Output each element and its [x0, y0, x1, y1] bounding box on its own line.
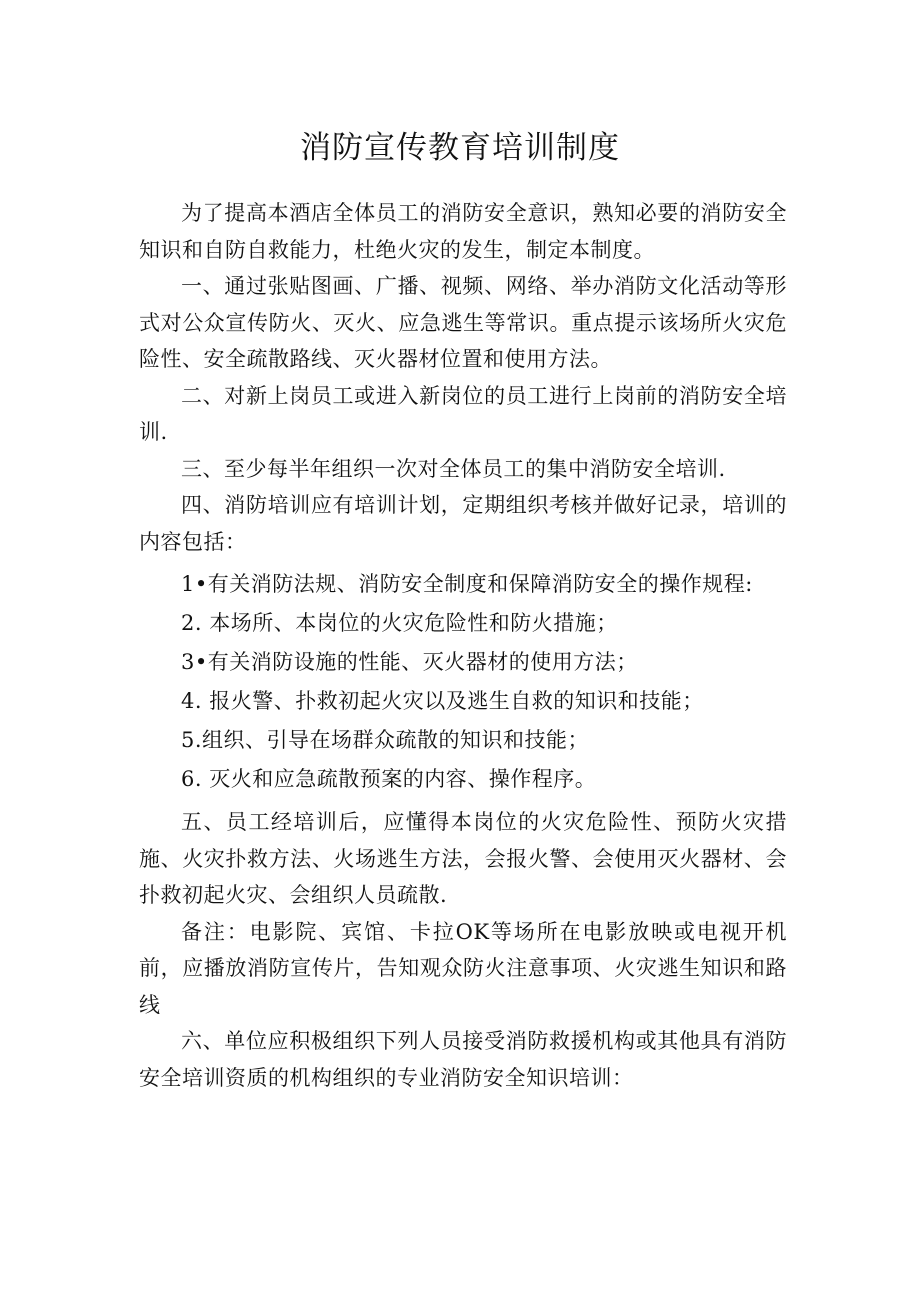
training-item-3: 3•有关消防设施的性能、灭火器材的使用方法；	[181, 650, 638, 674]
document-title: 消防宣传教育培训制度	[300, 130, 620, 166]
training-item-6: 6. 灭火和应急疏散预案的内容、操作程序。	[181, 767, 597, 791]
training-item-1: 1•有关消防法规、消防安全制度和保障消防安全的操作规程:	[181, 572, 753, 596]
training-item-2: 2. 本场所、本岗位的火灾危险性和防火措施；	[181, 611, 618, 635]
intro-paragraph: 为了提高本酒店全体员工的消防安全意识，熟知必要的消防安全知识和自防自救能力，杜绝火灾的发生，制定本制度。	[139, 201, 787, 262]
section-four-paragraph: 四、消防培训应有培训计划，定期组织考核并做好记录，培训的内容包括：	[139, 493, 787, 554]
section-three-paragraph: 三、至少每半年组织一次对全体员工的集中消防安全培训.	[181, 456, 726, 481]
remarks-paragraph: 备注：电影院、宾馆、卡拉OK等场所在电影放映或电视开机前，应播放消防宣传片，告知观众防火注意事项、火灾逃生知识和路线	[139, 919, 787, 1017]
section-two-paragraph: 二、对新上岗员工或进入新岗位的员工进行上岗前的消防安全培训.	[139, 383, 787, 444]
training-item-4: 4. 报火警、扑救初起火灾以及逃生自救的知识和技能；	[181, 689, 704, 713]
section-five-paragraph: 五、员工经培训后，应懂得本岗位的火灾危险性、预防火灾措施、火灾扑救方法、火场逃生方法，会报火警、会使用灭火器材、会扑救初起火灾、会组织人员疏散.	[139, 810, 787, 907]
section-one-paragraph: 一、通过张贴图画、广播、视频、网络、举办消防文化活动等形式对公众宣传防火、灭火、应急逃生等常识。重点提示该场所火灾危险性、安全疏散路线、灭火器材位置和使用方法。	[139, 274, 787, 371]
section-six-paragraph: 六、单位应积极组织下列人员接受消防救援机构或其他具有消防安全培训资质的机构组织的专业消防安全知识培训：	[139, 1029, 787, 1090]
training-item-5: 5.组织、引导在场群众疏散的知识和技能；	[181, 728, 590, 752]
document-body	[139, 195, 787, 1096]
